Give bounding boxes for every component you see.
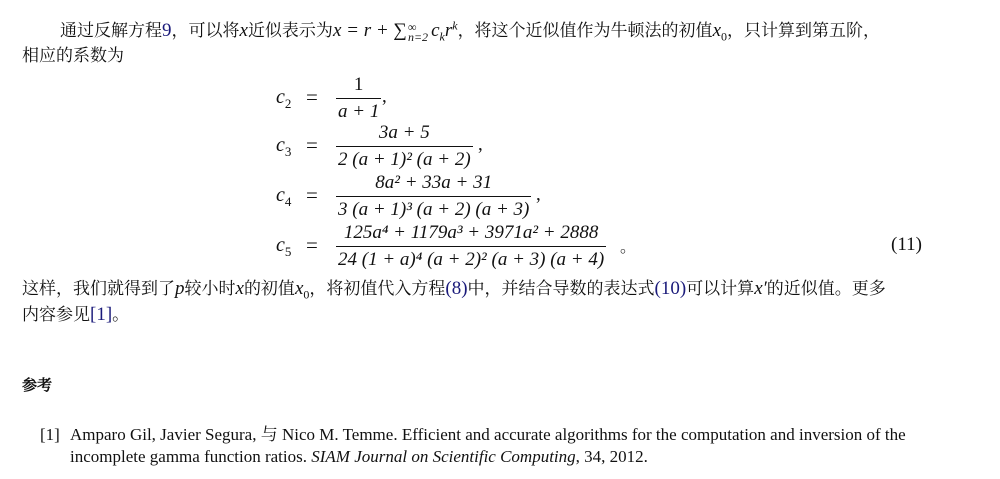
- math-var-x0: x: [712, 20, 721, 41]
- equals-sign: =: [306, 183, 318, 207]
- trailing-punct: 。: [620, 237, 637, 256]
- text-span: 较小时: [184, 279, 236, 299]
- math-var-x: x: [239, 20, 248, 41]
- text-span: ，将这个近似值作为牛顿法的初值: [457, 21, 713, 41]
- equation-ref-10[interactable]: (10): [654, 278, 687, 299]
- reference-entry: [40, 424, 955, 468]
- equals-sign: =: [306, 133, 318, 157]
- eq-lhs: $c_4$: [276, 184, 292, 209]
- equation-number: (11): [891, 234, 922, 255]
- reference-body: [70, 424, 955, 468]
- denominator: 2 (a + 1)² (a + 2): [336, 146, 473, 171]
- text-span: 可以计算: [686, 279, 755, 299]
- denominator: a + 1: [336, 98, 381, 123]
- text-span: 通过反解方程: [60, 21, 162, 41]
- numerator: 125a⁴ + 1179a³ + 3971a² + 2888: [343, 222, 599, 243]
- equals-sign: =: [306, 233, 318, 257]
- text-span: 。: [112, 305, 130, 325]
- eq-lhs: $c_5$: [276, 234, 292, 259]
- numerator: 1: [353, 74, 364, 95]
- text-span: ，可以将: [171, 21, 240, 41]
- math-var-x0: x: [294, 278, 304, 299]
- followup-paragraph: [22, 276, 962, 328]
- numerator: 3a + 5: [378, 122, 430, 143]
- fraction: [336, 122, 473, 171]
- math-var-r: r: [444, 20, 453, 41]
- math-var-x: x: [235, 278, 244, 299]
- reference-authors: Amparo Gil, Javier Segura, 与 Nico M. Temme.: [70, 425, 398, 444]
- math-var-c: c: [431, 20, 440, 41]
- eq-lhs: $c_2$: [276, 86, 292, 111]
- trailing-punct: ,: [382, 86, 387, 107]
- text-span: 的近似值。更多: [766, 279, 886, 299]
- text-span: ，将初值代入方程: [309, 279, 446, 299]
- equation-ref-8[interactable]: (8): [445, 278, 468, 299]
- math-var-x-prime: x′: [754, 278, 767, 299]
- math-sup-k: k: [452, 18, 458, 33]
- text-span: 中，并结合导数的表达式: [467, 279, 655, 299]
- math-sub-0: 0: [721, 29, 727, 44]
- reference-label: [1]: [40, 425, 60, 444]
- text-span: 的初值: [243, 279, 295, 299]
- text-span: 近似表示为: [247, 21, 333, 41]
- equation-ref-9[interactable]: 9: [162, 20, 172, 41]
- equation-c3: [270, 122, 960, 168]
- math-sub-k: k: [439, 29, 445, 44]
- denominator: 24 (1 + a)⁴ (a + 2)² (a + 3) (a + 4): [336, 246, 606, 271]
- reference-details: , 34, 2012.: [575, 447, 648, 466]
- equation-c5: [270, 222, 960, 268]
- math-var-p: p: [175, 278, 185, 299]
- intro-paragraph: [22, 18, 962, 69]
- text-span: 相应的系数为: [22, 46, 124, 66]
- math-sub-0: 0: [303, 287, 310, 302]
- equation-c4: [270, 172, 960, 218]
- eq-lhs: $c_3$: [276, 134, 292, 159]
- reference-title: Efficient and accurate algorithms for the computation and inversion of the incomplete gamma function ratios.: [70, 425, 906, 466]
- equals-sign: =: [306, 85, 318, 109]
- reference-journal: SIAM Journal on Scientific Computing: [311, 447, 576, 466]
- fraction: [336, 222, 606, 271]
- trailing-punct: ,: [478, 134, 483, 155]
- citation-ref-1[interactable]: [1]: [90, 304, 113, 325]
- fraction: [336, 74, 381, 123]
- text-span: ，只计算到第五阶，: [727, 21, 880, 41]
- math-formula: x = r + ∑: [332, 20, 407, 41]
- references-heading: 参考: [22, 376, 53, 394]
- sum-upper-limit: ∞: [407, 19, 417, 34]
- fraction: [336, 172, 531, 221]
- text-span: 内容参见: [22, 305, 90, 325]
- sum-lower-limit: n=2: [407, 29, 429, 44]
- trailing-punct: ,: [536, 184, 541, 205]
- equation-c2: [270, 74, 960, 120]
- numerator: 8a² + 33a + 31: [375, 172, 493, 193]
- denominator: 3 (a + 1)³ (a + 2) (a + 3): [336, 196, 531, 221]
- text-span: 这样，我们就得到了: [22, 279, 175, 299]
